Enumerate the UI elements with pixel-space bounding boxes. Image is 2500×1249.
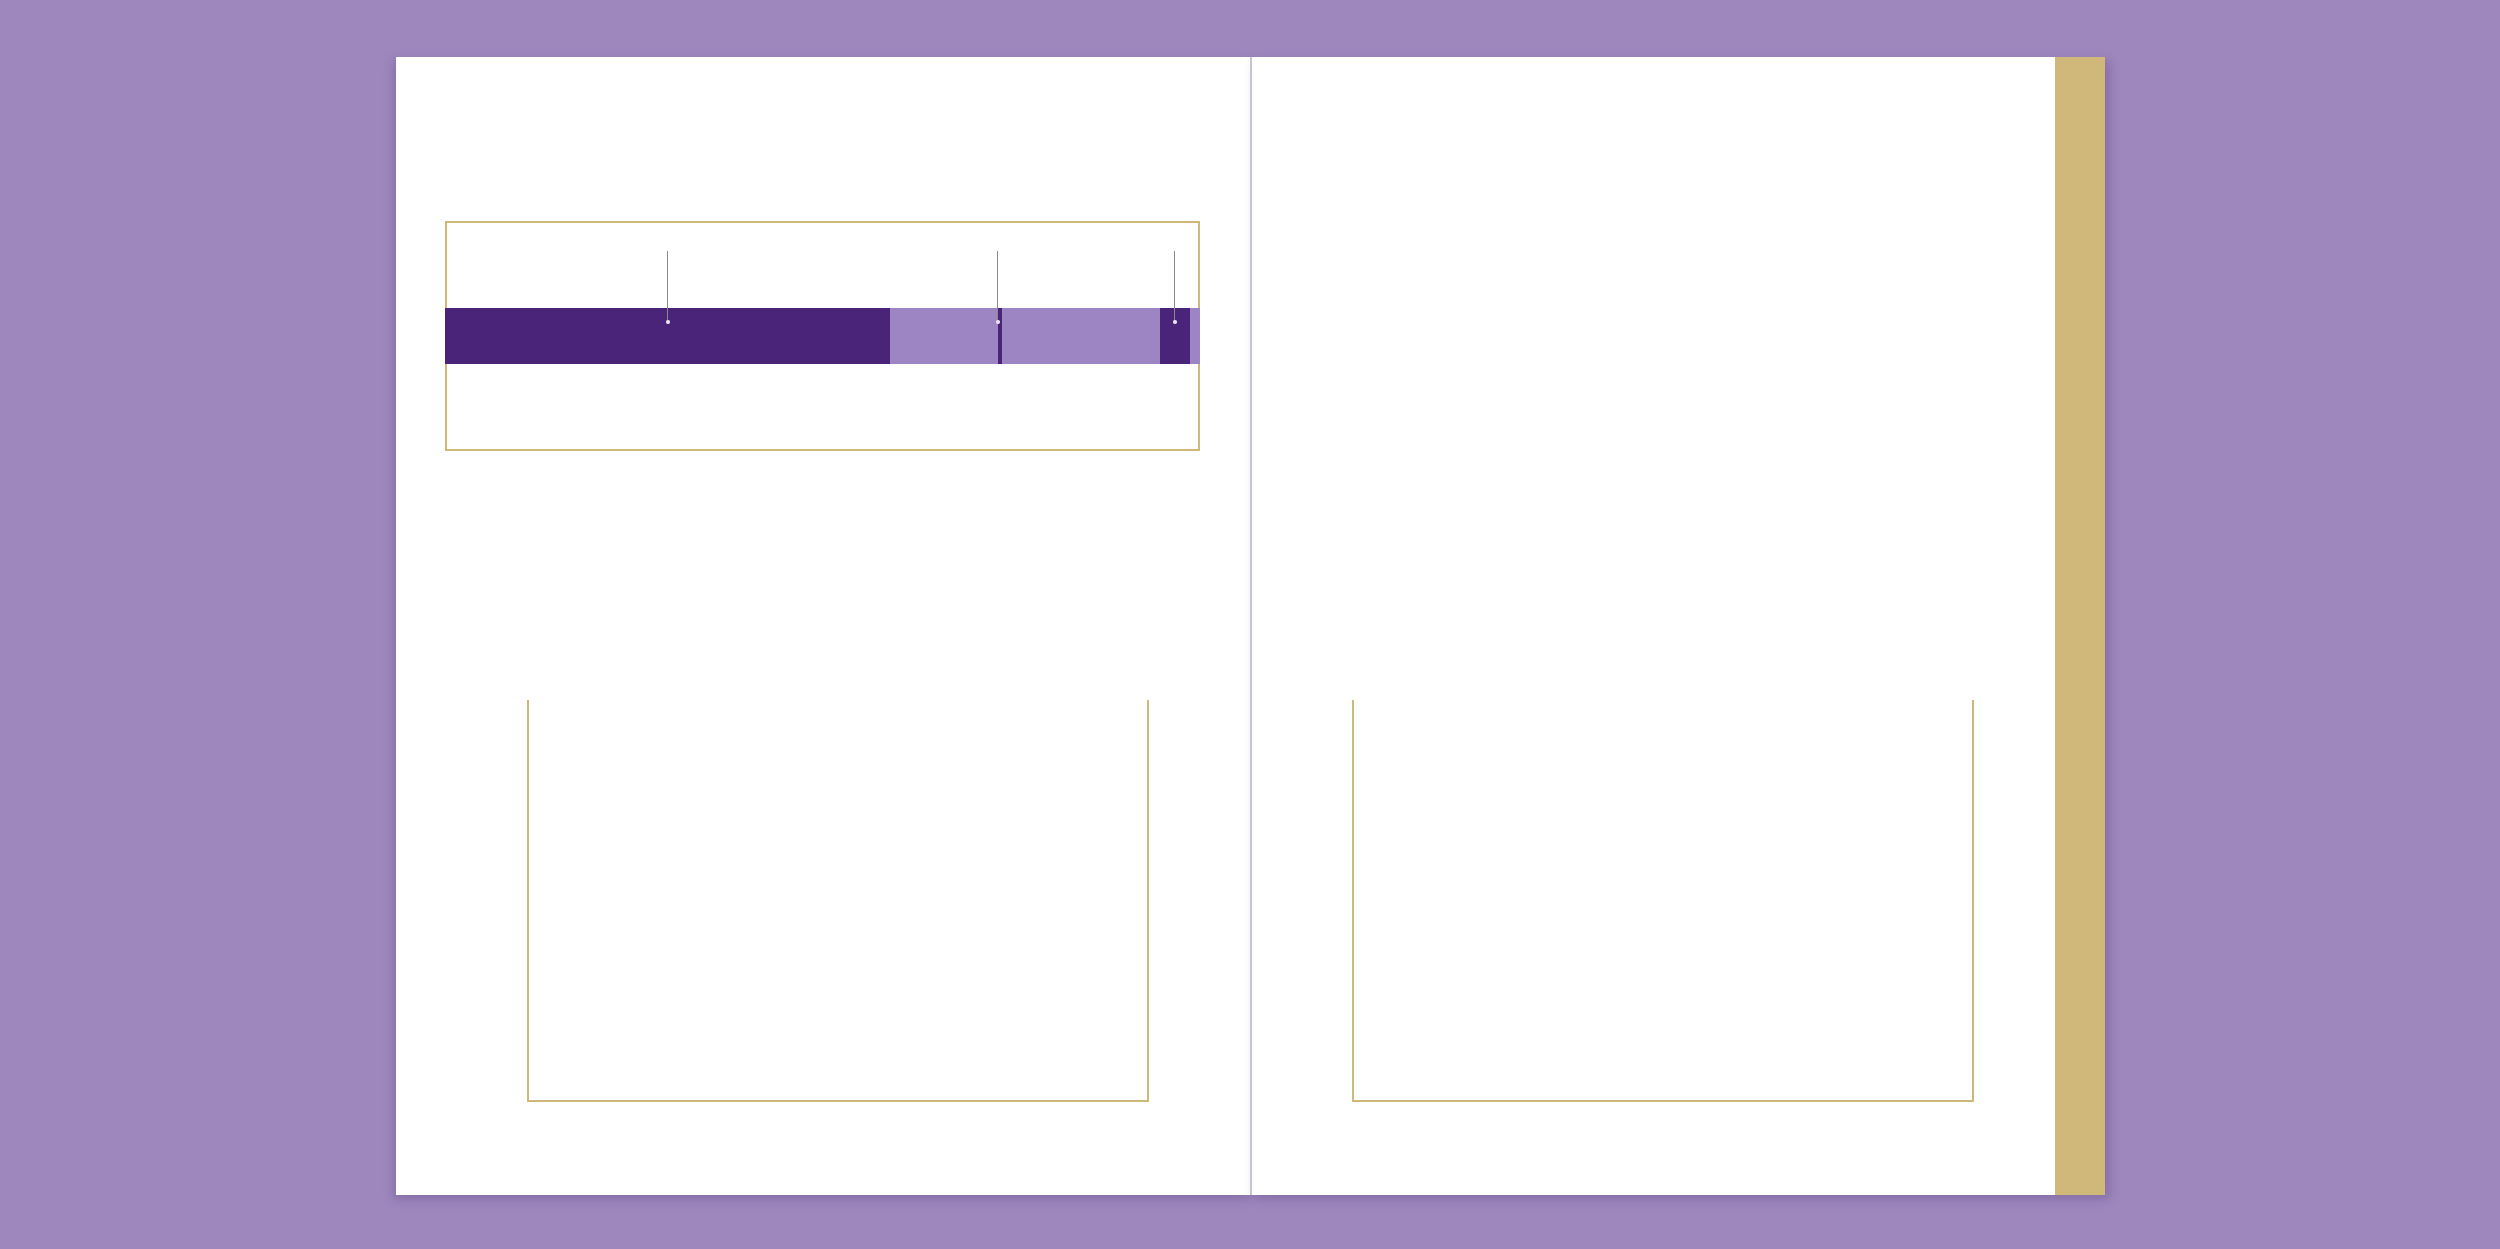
leader-line [1174,251,1175,322]
bar-segment [890,308,998,364]
leader-dot [996,320,1000,324]
summary-box-2019 [527,700,1149,1102]
bar-segment [1002,308,1160,364]
leader-line [667,251,668,322]
bar-segment [1190,308,1200,364]
footer-left [497,1156,511,1167]
leader-dot [1173,320,1177,324]
leader-dot [666,320,670,324]
footer-right [1830,1156,1844,1167]
leader-line [997,251,998,322]
page-gutter [1250,57,1252,1195]
summary-box-2020 [1352,700,1974,1102]
bar-segment [1160,308,1190,364]
gold-edge-bar [2055,57,2105,1195]
